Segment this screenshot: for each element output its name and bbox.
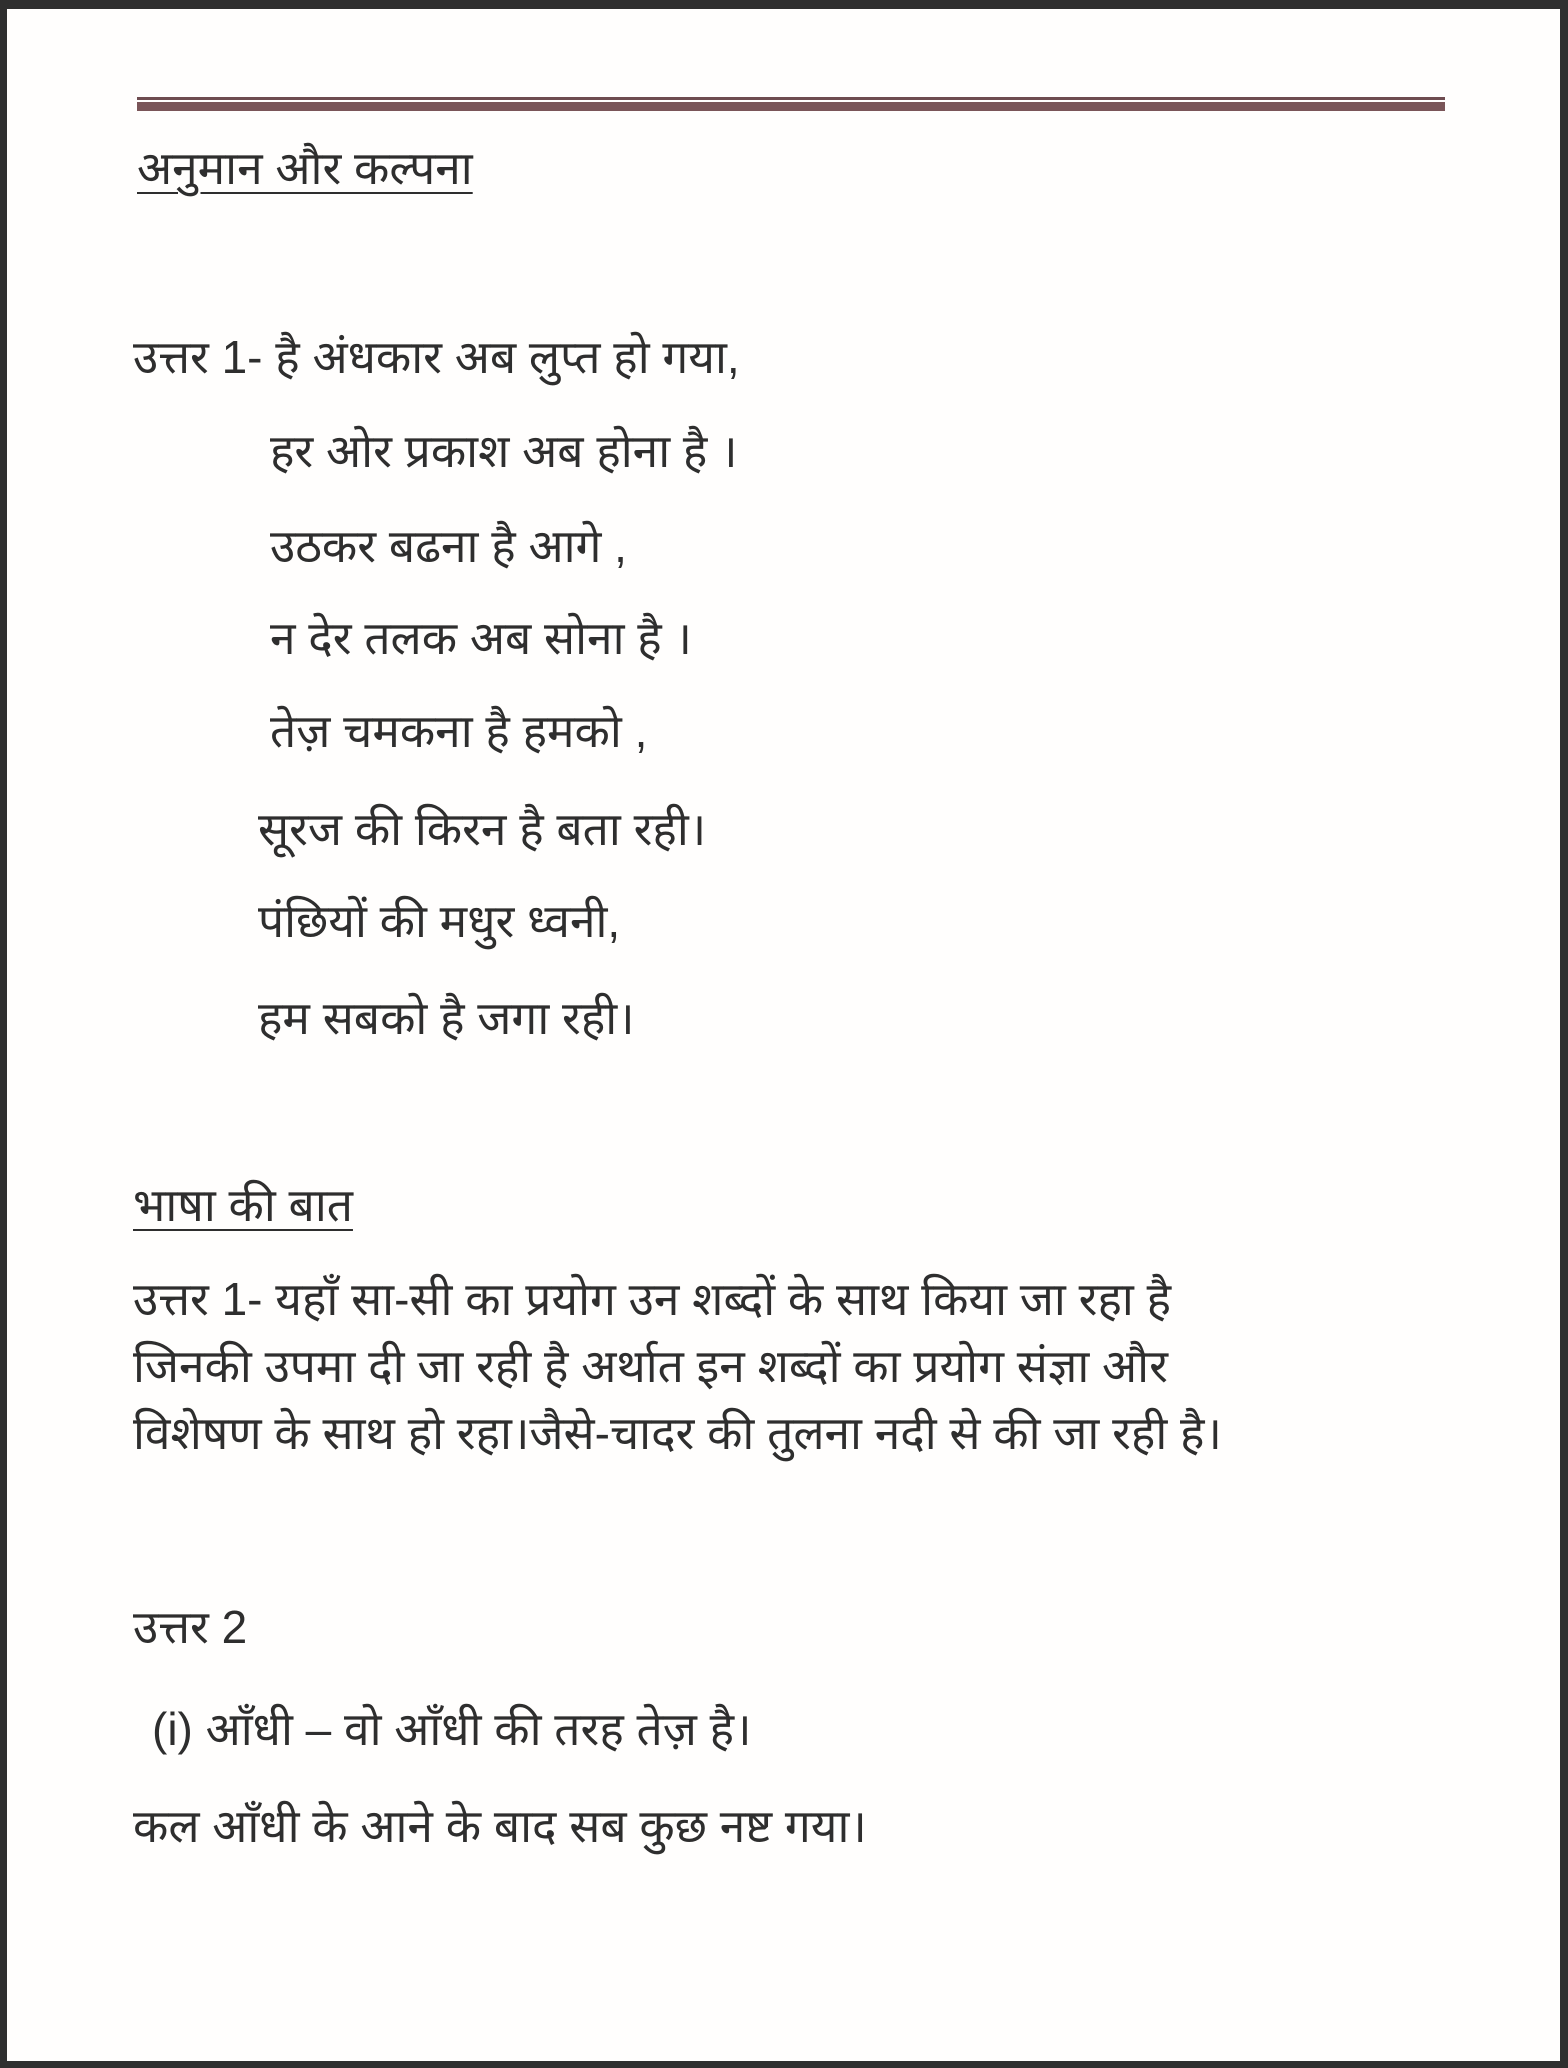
poem-line-6: सूरज की किरन है बता रही। xyxy=(258,803,707,855)
answer2-item-1: (i) आँधी – वो आँधी की तरह तेज़ है। xyxy=(152,1703,752,1755)
answer2-item-2: कल आँधी के आने के बाद सब कुछ नष्ट गया। xyxy=(133,1800,867,1852)
poem-line-3: उठकर बढना है आगे , xyxy=(270,520,627,572)
answer1-line-3: विशेषण के साथ हो रहा।जैसे-चादर की तुलना नदी से की जा रही है। xyxy=(133,1407,1222,1459)
section-heading-anuman-aur-kalpana: अनुमान और कल्पना xyxy=(137,142,473,194)
header-rule-thick xyxy=(137,102,1445,111)
answer1-line-2: जिनकी उपमा दी जा रही है अर्थात इन शब्दों का प्रयोग संज्ञा और xyxy=(133,1340,1168,1392)
poem-line-7: पंछियों की मधुर ध्वनी, xyxy=(258,895,621,947)
poem-line-5: तेज़ चमकना है हमको , xyxy=(270,705,648,757)
poem-line-1: उत्तर 1- है अंधकार अब लुप्त हो गया, xyxy=(133,331,740,383)
poem-line-2: हर ओर प्रकाश अब होना है । xyxy=(270,425,738,477)
document-page xyxy=(7,9,1560,2061)
poem-line-4: न देर तलक अब सोना है । xyxy=(270,612,692,664)
section-heading-bhasha-ki-baat: भाषा की बात xyxy=(133,1179,353,1231)
answer1-line-1: उत्तर 1- यहाँ सा-सी का प्रयोग उन शब्दों के साथ किया जा रहा है xyxy=(133,1273,1171,1325)
header-rule-thin xyxy=(137,97,1445,100)
poem-line-8: हम सबको है जगा रही। xyxy=(258,992,635,1044)
answer2-label: उत्तर 2 xyxy=(133,1601,248,1653)
